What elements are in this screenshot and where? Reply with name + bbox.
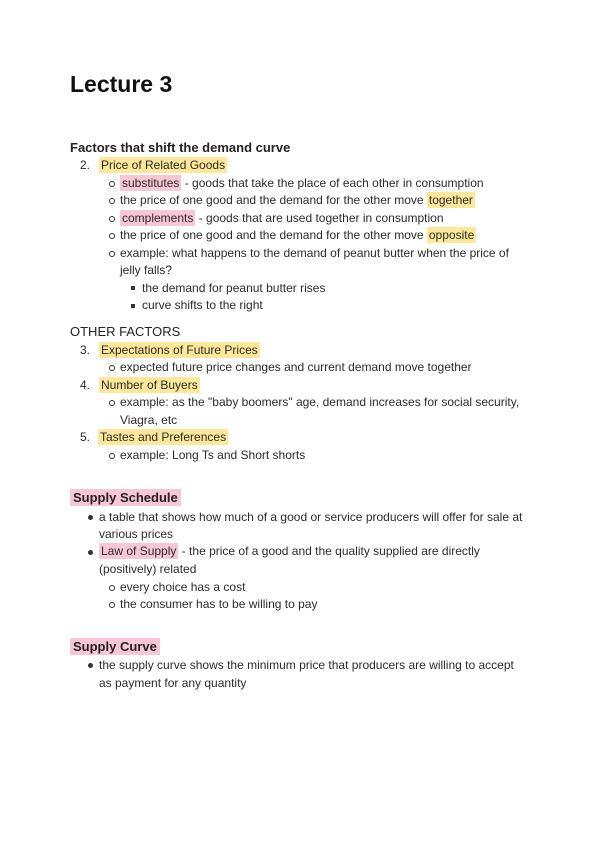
- section-heading-other-factors: OTHER FACTORS: [70, 324, 181, 339]
- list-item-opposite: [120, 227, 476, 245]
- bullet-circle: [109, 198, 115, 204]
- bullet-circle: [109, 216, 115, 222]
- section-heading-demand-factors: Factors that shift the demand curve: [70, 140, 291, 155]
- bullet-circle: [109, 181, 115, 187]
- item-label-number-of-buyers: Number of Buyers: [101, 378, 198, 392]
- list-item-complements: [120, 210, 444, 228]
- list-item-baby-boomers: example: as the "baby boomers" age, demand increases for social security,: [120, 395, 520, 409]
- list-item-choice-cost: every choice has a cost: [120, 580, 246, 594]
- list-item-together: [120, 192, 475, 210]
- section-heading-supply-curve: [70, 638, 160, 656]
- list-item-table-definition-cont: various prices: [99, 527, 174, 541]
- list-item-substitutes: [120, 175, 484, 193]
- list-item-curve-shifts: curve shifts to the right: [142, 298, 263, 312]
- item-number: 4.: [79, 378, 90, 392]
- definition-text: - goods that are used together in consumption: [195, 211, 444, 225]
- item-text: the price of one good and the demand for the other move: [120, 193, 427, 207]
- list-item-long-ts: example: Long Ts and Short shorts: [120, 448, 306, 462]
- list-item-supply-curve-definition-cont: as payment for any quantity: [99, 676, 247, 690]
- definition-text: - the price of a good and the quality supplied are directly: [178, 544, 480, 558]
- list-item-table-definition: a table that shows how much of a good or service producers will offer for sale at: [99, 510, 523, 524]
- bullet-circle: [109, 365, 115, 371]
- bullet-square: [131, 304, 135, 308]
- item-number: 2.: [79, 158, 90, 172]
- highlight-opposite: opposite: [428, 228, 475, 242]
- definition-text: - goods that take the place of each other in consumption: [181, 176, 484, 190]
- term-law-of-supply: Law of Supply: [101, 544, 177, 558]
- list-item-law-of-supply: [99, 543, 480, 561]
- list-item-example: example: what happens to the demand of peanut butter when the price of: [120, 246, 509, 260]
- bullet-circle: [109, 400, 115, 406]
- section-heading-supply-schedule: [70, 489, 181, 507]
- bullet-circle: [109, 602, 115, 608]
- page-title: Lecture 3: [70, 71, 173, 97]
- bullet-dot: [88, 663, 93, 668]
- bullet-dot: [88, 550, 93, 555]
- bullet-circle: [109, 251, 115, 257]
- term-complements: complements: [122, 211, 194, 225]
- heading-highlight: Supply Schedule: [70, 489, 181, 506]
- list-item-example-cont: jelly falls?: [120, 263, 173, 277]
- list-item-law-of-supply-cont: (positively) related: [99, 562, 197, 576]
- item-label-expectations: Expectations of Future Prices: [101, 343, 258, 357]
- item-number: 3.: [79, 343, 90, 357]
- item-label-price-related-goods: Price of Related Goods: [101, 158, 226, 172]
- list-item-baby-boomers-cont: Viagra, etc: [120, 413, 178, 427]
- list-item-expected-prices: expected future price changes and current demand move together: [120, 360, 472, 374]
- bullet-dot: [88, 515, 93, 520]
- item-label-tastes: Tastes and Preferences: [100, 430, 227, 444]
- bullet-circle: [109, 233, 115, 239]
- bullet-square: [131, 286, 135, 290]
- heading-highlight: Supply Curve: [70, 638, 160, 655]
- term-substitutes: substitutes: [122, 176, 180, 190]
- list-item-demand-rises: the demand for peanut butter rises: [142, 281, 326, 295]
- highlight-together: together: [428, 193, 473, 207]
- list-item-supply-curve-definition: the supply curve shows the minimum price that producers are willing to accept: [99, 658, 514, 672]
- item-number: 5.: [79, 430, 90, 444]
- bullet-circle: [109, 453, 115, 459]
- bullet-circle: [109, 585, 115, 591]
- list-item-willing-to-pay: the consumer has to be willing to pay: [120, 597, 318, 611]
- item-text: the price of one good and the demand for the other move: [120, 228, 427, 242]
